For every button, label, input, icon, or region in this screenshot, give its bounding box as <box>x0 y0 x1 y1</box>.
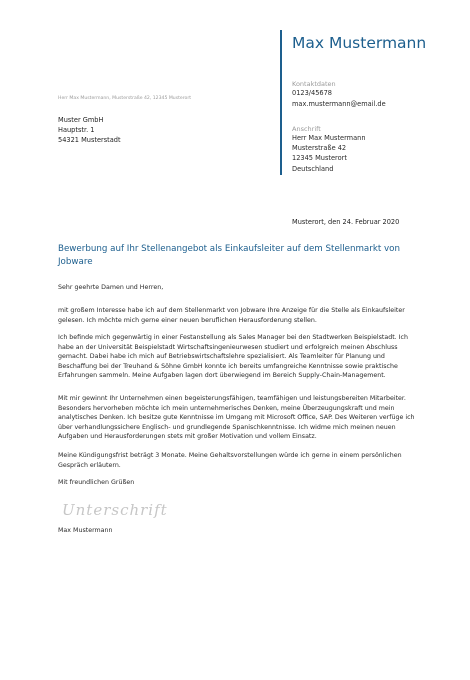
body-paragraph-4: Meine Kündigungsfrist beträgt 3 Monate. Meine Gehaltsvorstellungen würde ich gerne in einem persönlichen Gespräch erläutern. <box>58 452 402 469</box>
address-line: Deutschland <box>292 164 334 173</box>
signature-image: Unterschrift <box>62 501 168 519</box>
address-line: 12345 Musterort <box>292 154 347 163</box>
header-accent-line <box>280 30 282 175</box>
address-line: Musterstraße 42 <box>292 144 347 153</box>
body-paragraph-2: Ich befinde mich gegenwärtig in einer Festanstellung als Sales Manager bei den Stadtwerken Beispielstadt. Ich habe an der Universität Beispielstadt Wirtschaftsingenieurwesen studiert und erfolgreich meinen Abschluss gemacht. Dabei habe ich mich auf Betriebswirtschaftslehre spezialisiert. Als Teamleiter für Planung und Beschaffung bei der Treuhand & Söhne GmbH konnte ich bereits umfangreiche Kenntnisse sowie praktische Erfahrungen sammeln. Meine Aufgaben lagen dort überwiegend im Bereich Supply-Chain-Management. <box>58 334 408 380</box>
recipient-address <box>58 115 121 146</box>
address-block <box>292 133 366 174</box>
letter-subject: Bewerbung auf Ihr Stellenangebot als Einkaufsleiter auf dem Stellenmarkt von Jobware <box>58 244 400 267</box>
applicant-name: Max Mustermann <box>292 34 427 52</box>
contact-label: Kontaktdaten <box>292 80 336 88</box>
address-label: Anschrift <box>292 125 321 133</box>
closing: Mit freundlichen Grüßen <box>58 479 135 486</box>
sender-line: Herr Max Mustermann, Musterstraße 42, 12345 Musterort <box>58 96 192 101</box>
recipient-line: Muster GmbH <box>58 116 104 124</box>
address-line: Herr Max Mustermann <box>292 134 366 142</box>
signer-name: Max Mustermann <box>58 527 113 534</box>
body-paragraph-3: Mit mir gewinnt Ihr Unternehmen einen begeisterungsfähigen, teamfähigen und leistungsbereiten Mitarbeiter. Besonders hervorheben möchte ich mein unternehmerisches Denken, meine Überzeugungskraft und mein analytisches Denken. Ich besitze gute Kenntnisse im Umgang mit Microsoft Office, SAP. Des Weiteren verfüge ich über verhandlungssichere Englisch- und grundlegende Spanischkenntnisse. Ich widme mich meinen neuen Aufgaben und Herausforderungen stets mit großer Motivation und vollem Einsatz. <box>58 395 415 441</box>
contact-phone: 0123/45678 <box>292 89 332 97</box>
letter-date: Musterort, den 24. Februar 2020 <box>292 218 400 226</box>
contact-email: max.mustermann@email.de <box>292 99 386 108</box>
body-paragraph-1: mit großem Interesse habe ich auf dem Stellenmarkt von Jobware Ihre Anzeige für die Stelle als Einkaufsleiter gelesen. Ich möchte mich gerne einer neuen beruflichen Herausforderung stellen. <box>58 307 405 324</box>
salutation: Sehr geehrte Damen und Herren, <box>58 284 164 291</box>
recipient-line: 54321 Musterstadt <box>58 136 121 145</box>
recipient-line: Hauptstr. 1 <box>58 126 95 135</box>
